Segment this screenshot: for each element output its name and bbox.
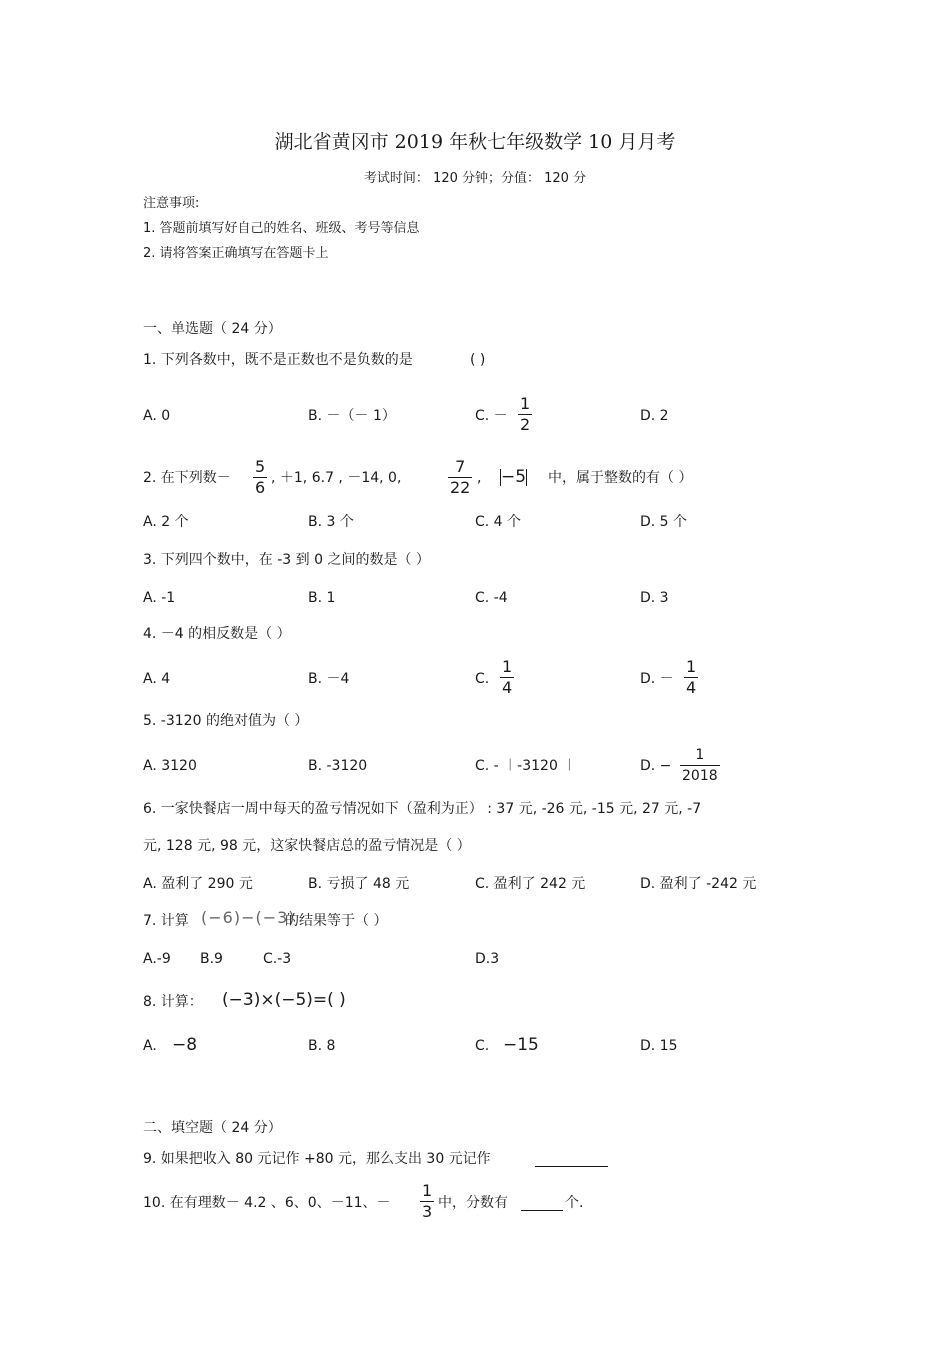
question-7-prefix: 7. 计算 <box>143 913 189 929</box>
answer-paren: ( ) <box>470 352 486 368</box>
question-3-stem: 3. 下列四个数中，在 -3 到 0 之间的数是（ ） <box>143 552 430 568</box>
option-d: D.3 <box>475 951 500 967</box>
option-c: C. <box>475 1038 490 1054</box>
option-a: A. -1 <box>143 590 176 606</box>
comma: , <box>477 470 482 486</box>
question-2-middle: , ＋1, 6.7 , －14, 0, <box>271 470 402 486</box>
question-7-suffix: 的结果等于（ ） <box>285 913 388 929</box>
option-b: B. 8 <box>308 1038 336 1054</box>
question-10-middle: 中，分数有 <box>438 1195 508 1211</box>
fraction <box>518 395 532 434</box>
option-d: D. － <box>640 671 674 687</box>
fraction <box>448 458 472 497</box>
question-6-line-2: 元, 128 元, 98 元，这家快餐店总的盈亏情况是（ ） <box>143 838 471 854</box>
option-a: A. 0 <box>143 408 171 424</box>
question-10-prefix: 10. 在有理数－ 4.2 、6、0、－11、－ <box>143 1195 391 1211</box>
option-d: D. 15 <box>640 1038 678 1054</box>
denominator: 2 <box>520 415 531 434</box>
question-1-stem: 1. 下列各数中，既不是正数也不是负数的是 <box>143 352 413 368</box>
numerator: 1 <box>422 1181 433 1200</box>
question-2-suffix: 中，属于整数的有（ ） <box>548 470 693 486</box>
abs-value: −5 <box>501 467 527 487</box>
option-a: A. <box>143 1038 157 1054</box>
option-d: D. 盈利了 -242 元 <box>640 876 757 892</box>
option-b: B.9 <box>200 951 223 967</box>
option-b: B. 1 <box>308 590 336 606</box>
section-title: 二、填空题（ 24 分） <box>143 1120 282 1136</box>
option-a: A. 盈利了 290 元 <box>143 876 253 892</box>
page-title: 湖北省黄冈市 2019 年秋七年级数学 10 月月考 <box>274 131 676 153</box>
fraction <box>500 658 514 697</box>
fraction-bar <box>680 765 720 766</box>
option-c-value: −15 <box>503 1035 539 1055</box>
option-b: B. 3 个 <box>308 514 354 530</box>
option-b: B. －（－ 1） <box>308 408 396 424</box>
answer-blank[interactable] <box>535 1152 608 1167</box>
question-4-stem: 4. －4 的相反数是（ ） <box>143 626 291 642</box>
option-d: D. 3 <box>640 590 669 606</box>
option-c: C. 4 个 <box>475 514 522 530</box>
option-c: C. － <box>475 408 508 424</box>
exam-info: 考试时间： 120 分钟；分值： 120 分 <box>363 171 587 186</box>
numerator: 1 <box>686 657 697 676</box>
numerator: 1 <box>502 657 513 676</box>
note-item: 1. 答题前填写好自己的姓名、班级、考号等信息 <box>143 221 420 236</box>
math-expression: (−3)×(−5)=( ) <box>222 990 346 1010</box>
fraction <box>684 658 698 697</box>
fraction <box>253 458 267 497</box>
option-b: B. －4 <box>308 671 350 687</box>
option-c: C. -4 <box>475 590 508 606</box>
question-8-prefix: 8. 计算： <box>143 994 203 1010</box>
fraction <box>680 746 720 785</box>
option-d: D. − <box>640 758 672 774</box>
option-a: A. 4 <box>143 671 171 687</box>
abs-bar-right <box>526 469 527 486</box>
numerator: 1 <box>695 747 705 763</box>
question-10-suffix: 个. <box>565 1195 584 1211</box>
section-title: 一、单选题（ 24 分） <box>143 321 282 337</box>
question-9-stem: 9. 如果把收入 80 元记作 +80 元，那么支出 30 元记作 <box>143 1151 491 1167</box>
denominator: 22 <box>450 478 471 497</box>
option-a: A. 2 个 <box>143 514 189 530</box>
denominator: 2018 <box>682 768 718 784</box>
answer-blank[interactable] <box>521 1196 563 1211</box>
denominator: 6 <box>255 478 266 497</box>
note-item: 2. 请将答案正确填写在答题卡上 <box>143 246 329 261</box>
notes-heading: 注意事项: <box>143 196 200 211</box>
denominator: 3 <box>422 1202 433 1221</box>
option-b: B. -3120 <box>308 758 368 774</box>
option-c: C. <box>475 671 490 687</box>
option-c: C.-3 <box>263 951 292 967</box>
question-5-stem: 5. -3120 的绝对值为（ ） <box>143 713 309 729</box>
absolute-value <box>500 468 527 486</box>
option-c: C. 盈利了 242 元 <box>475 876 586 892</box>
math-expression: (−6)−(−3) <box>201 908 296 927</box>
numerator: 7 <box>455 457 466 476</box>
option-a: A.-9 <box>143 951 171 967</box>
option-d: D. 2 <box>640 408 669 424</box>
numerator: 5 <box>255 457 266 476</box>
option-a: A. 3120 <box>143 758 197 774</box>
denominator: 4 <box>686 678 697 697</box>
denominator: 4 <box>502 678 513 697</box>
fraction <box>420 1182 434 1221</box>
option-b: B. 亏损了 48 元 <box>308 876 410 892</box>
question-2-prefix: 2. 在下列数－ <box>143 470 231 486</box>
option-a-value: −8 <box>172 1035 198 1055</box>
option-c: C. - ︱-3120 ︱ <box>475 758 577 774</box>
numerator: 1 <box>520 394 531 413</box>
option-d: D. 5 个 <box>640 514 688 530</box>
question-6-line-1: 6. 一家快餐店一周中每天的盈亏情况如下（盈利为正） : 37 元, -26 元, -15 元, 27 元, -7 <box>143 801 702 817</box>
